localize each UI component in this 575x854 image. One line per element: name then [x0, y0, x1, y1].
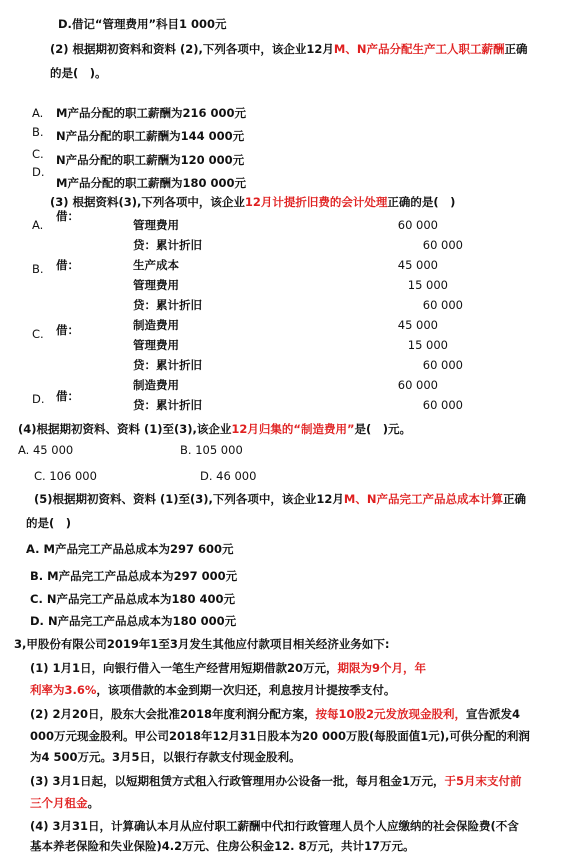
credit-amount: 60 000: [422, 298, 463, 312]
credit-amount: 60 000: [422, 358, 463, 372]
option-text: M产品完工产品总成本为297 600元: [43, 542, 234, 556]
account-name: 制造费用: [133, 318, 179, 332]
option-letter: D.: [32, 165, 45, 179]
option-letter: B.: [30, 569, 44, 583]
case3-item3-line1: (3) 3月1日起，以短期租赁方式租入行政管理用办公设备一批，每月租金1万元，于5月末支付前: [30, 774, 522, 788]
option-text: N产品完工产品总成本为180 000元: [47, 614, 237, 628]
option-letter: B.: [32, 262, 44, 276]
case3-item2-line1: (2) 2月20日，股东大会批准2018年度利润分配方案，按每10股2元发放现金股利，宣告派发4: [30, 707, 521, 721]
case3-item2-line3: 为4 500万元。3月5日，以银行存款支付现金股利。: [30, 750, 301, 764]
account-name: 贷：累计折旧: [133, 358, 202, 372]
option-text: 105 000: [195, 443, 243, 457]
debit-label: 借：: [56, 389, 79, 403]
option-text: M产品分配的职工薪酬为180 000元: [56, 176, 246, 190]
account-name: 生产成本: [133, 258, 179, 272]
account-name: 管理费用: [133, 338, 179, 352]
option-letter: C.: [32, 327, 44, 341]
q5-option-c[interactable]: [30, 591, 235, 607]
q4-option-b[interactable]: [180, 442, 243, 458]
case3-item4-line1: (4) 3月31日，计算确认本月从应付职工薪酬中代扣行政管理人员个人应缴纳的社会保险费(不含: [30, 819, 519, 833]
debit-amount: 45 000: [397, 258, 438, 272]
q5-stem-line1: (5)根据期初资料、资料 (1)至(3),下列各项中，该企业12月M、N产品完工产品总成本计算正确: [34, 492, 526, 506]
q2-stem-line1: (2) 根据期初资料和资料 (2),下列各项中，该企业12月M、N产品分配生产工人职工薪酬正确: [50, 42, 528, 56]
case3-item4-line2: 基本养老保险和失业保险)4.2万元、住房公积金12. 8万元，共计17万元。: [30, 839, 415, 853]
q5-option-d[interactable]: [30, 613, 236, 629]
option-text: 46 000: [216, 469, 257, 483]
debit-amount: 15 000: [407, 338, 448, 352]
option-text: N产品分配的职工薪酬为120 000元: [56, 153, 245, 167]
option-letter: A.: [32, 106, 44, 120]
account-name: 贷：累计折旧: [133, 398, 202, 412]
option-text: N产品完工产品总成本为180 400元: [46, 592, 235, 606]
debit-label: 借：: [56, 209, 79, 223]
q4-option-c[interactable]: [34, 468, 97, 484]
credit-amount: 60 000: [422, 398, 463, 412]
q5-option-b[interactable]: [30, 568, 237, 584]
case3-item1-line1: (1) 1月1日，向银行借入一笔生产经营用短期借款20万元，期限为9个月，年: [30, 661, 427, 675]
debit-amount: 60 000: [397, 378, 438, 392]
q4-stem: (4)根据期初资料、资料 (1)至(3),该企业12月归集的“制造费用”是( )元。: [18, 422, 412, 436]
account-name: 贷：累计折旧: [133, 238, 202, 252]
option-text: M产品完工产品总成本为297 000元: [47, 569, 238, 583]
debit-label: 借：: [56, 258, 79, 272]
option-letter: D.: [32, 392, 45, 406]
account-name: 贷：累计折旧: [133, 298, 202, 312]
option-letter: C.: [32, 147, 44, 161]
option-text: 106 000: [49, 469, 97, 483]
q2-stem-line2: 的是( )。: [50, 66, 107, 80]
q5-option-a[interactable]: [26, 541, 233, 557]
option-text: 45 000: [32, 443, 74, 457]
option-letter: A.: [32, 218, 44, 232]
prev-option-d: D.借记“管理费用”科目1 000元: [58, 17, 227, 31]
option-letter: D.: [200, 469, 213, 483]
case3-item2-line2: 000万元现金股利。甲公司2018年12月31日股本为20 000万股(每股面值1元),可供分配的利润: [30, 729, 530, 743]
debit-amount: 60 000: [397, 218, 438, 232]
case3-item3-line2: 三个月租金。: [30, 796, 99, 810]
debit-amount: 15 000: [407, 278, 448, 292]
account-name: 制造费用: [133, 378, 179, 392]
option-letter: C.: [30, 592, 43, 606]
q4-option-d[interactable]: [200, 468, 256, 484]
q3-stem: (3) 根据资料(3),下列各项中，该企业12月计提折旧费的会计处理正确的是( ): [50, 195, 456, 209]
debit-label: 借：: [56, 323, 79, 337]
option-letter: D.: [30, 614, 44, 628]
option-letter: A.: [26, 542, 40, 556]
option-letter: B.: [180, 443, 192, 457]
account-name: 管理费用: [133, 218, 179, 232]
credit-amount: 60 000: [422, 238, 463, 252]
option-letter: B.: [32, 125, 44, 139]
account-name: 管理费用: [133, 278, 179, 292]
option-text: M产品分配的职工薪酬为216 000元: [56, 106, 246, 120]
q4-option-a[interactable]: [18, 442, 73, 458]
case3-title: 3,甲股份有限公司2019年1至3月发生其他应付款项目相关经济业务如下:: [14, 637, 390, 651]
option-text: N产品分配的职工薪酬为144 000元: [56, 129, 245, 143]
case3-item1-line2: 利率为3.6%，该项借款的本金到期一次归还，利息按月计提按季支付。: [30, 683, 396, 697]
q5-stem-line2: 的是( ): [26, 516, 72, 530]
debit-amount: 45 000: [397, 318, 438, 332]
option-letter: C.: [34, 469, 46, 483]
option-letter: A.: [18, 443, 30, 457]
